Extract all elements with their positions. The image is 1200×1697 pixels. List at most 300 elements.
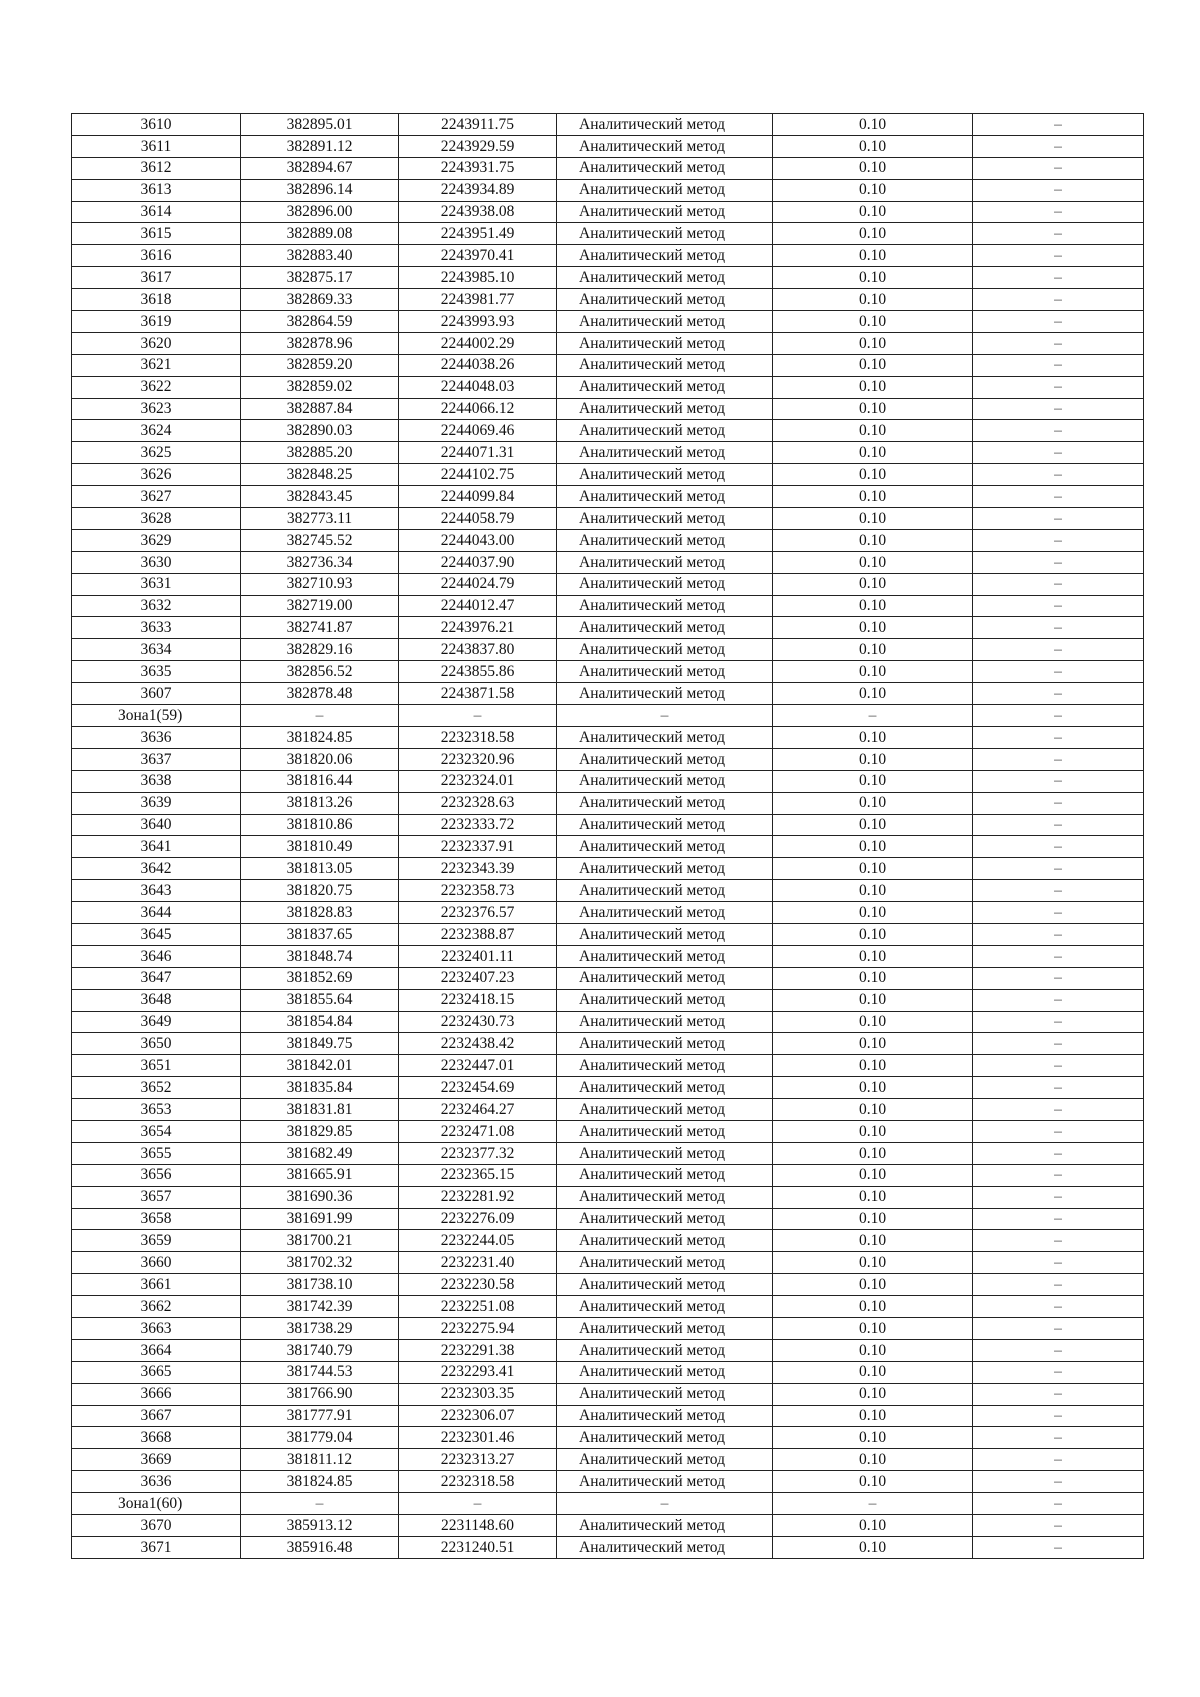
x-coordinate-cell: 381777.91 bbox=[241, 1405, 399, 1427]
table-row bbox=[72, 1405, 1144, 1427]
point-number-cell: 3671 bbox=[72, 1536, 241, 1558]
y-coordinate-cell: 2231240.51 bbox=[399, 1536, 557, 1558]
y-coordinate-cell: 2232365.15 bbox=[399, 1164, 557, 1186]
point-number-cell: 3607 bbox=[72, 683, 241, 705]
accuracy-cell: 0.10 bbox=[773, 573, 973, 595]
x-coordinate-cell: 382875.17 bbox=[241, 267, 399, 289]
point-number-cell: 3669 bbox=[72, 1449, 241, 1471]
method-cell: Аналитический метод bbox=[557, 989, 773, 1011]
x-coordinate-cell: 381810.49 bbox=[241, 836, 399, 858]
method-cell: Аналитический метод bbox=[557, 1120, 773, 1142]
x-coordinate-cell: 381700.21 bbox=[241, 1230, 399, 1252]
accuracy-cell: 0.10 bbox=[773, 1164, 973, 1186]
table-row bbox=[72, 157, 1144, 179]
x-coordinate-cell: 381702.32 bbox=[241, 1252, 399, 1274]
table-row bbox=[72, 858, 1144, 880]
table-row bbox=[72, 245, 1144, 267]
accuracy-cell: 0.10 bbox=[773, 223, 973, 245]
accuracy-cell: 0.10 bbox=[773, 464, 973, 486]
note-cell: – bbox=[973, 376, 1144, 398]
zone-dash-cell: – bbox=[557, 1493, 773, 1515]
point-number-cell: 3623 bbox=[72, 398, 241, 420]
x-coordinate-cell: 381820.75 bbox=[241, 880, 399, 902]
x-coordinate-cell: 382896.00 bbox=[241, 201, 399, 223]
table-row bbox=[72, 114, 1144, 136]
note-cell: – bbox=[973, 1449, 1144, 1471]
x-coordinate-cell: 382773.11 bbox=[241, 508, 399, 530]
note-cell: – bbox=[973, 1011, 1144, 1033]
method-cell: Аналитический метод bbox=[557, 179, 773, 201]
table-row bbox=[72, 1120, 1144, 1142]
accuracy-cell: 0.10 bbox=[773, 1536, 973, 1558]
y-coordinate-cell: 2232471.08 bbox=[399, 1120, 557, 1142]
note-cell: – bbox=[973, 945, 1144, 967]
zone-label: Зона1(60) bbox=[72, 1493, 241, 1515]
x-coordinate-cell: 382719.00 bbox=[241, 595, 399, 617]
point-number-cell: 3615 bbox=[72, 223, 241, 245]
y-coordinate-cell: 2232276.09 bbox=[399, 1208, 557, 1230]
table-row bbox=[72, 135, 1144, 157]
point-number-cell: 3666 bbox=[72, 1383, 241, 1405]
accuracy-cell: 0.10 bbox=[773, 1011, 973, 1033]
point-number-cell: 3656 bbox=[72, 1164, 241, 1186]
table-row bbox=[72, 223, 1144, 245]
zone-dash-cell: – bbox=[973, 1493, 1144, 1515]
method-cell: Аналитический метод bbox=[557, 508, 773, 530]
x-coordinate-cell: 381816.44 bbox=[241, 770, 399, 792]
table-row bbox=[72, 1230, 1144, 1252]
note-cell: – bbox=[973, 201, 1144, 223]
table-row bbox=[72, 880, 1144, 902]
method-cell: Аналитический метод bbox=[557, 902, 773, 924]
y-coordinate-cell: 2232313.27 bbox=[399, 1449, 557, 1471]
method-cell: Аналитический метод bbox=[557, 748, 773, 770]
accuracy-cell: 0.10 bbox=[773, 354, 973, 376]
x-coordinate-cell: 381811.12 bbox=[241, 1449, 399, 1471]
method-cell: Аналитический метод bbox=[557, 880, 773, 902]
point-number-cell: 3661 bbox=[72, 1274, 241, 1296]
note-cell: – bbox=[973, 617, 1144, 639]
note-cell: – bbox=[973, 770, 1144, 792]
note-cell: – bbox=[973, 1252, 1144, 1274]
note-cell: – bbox=[973, 223, 1144, 245]
y-coordinate-cell: 2232303.35 bbox=[399, 1383, 557, 1405]
y-coordinate-cell: 2232324.01 bbox=[399, 770, 557, 792]
accuracy-cell: 0.10 bbox=[773, 880, 973, 902]
table-row bbox=[72, 683, 1144, 705]
x-coordinate-cell: 382843.45 bbox=[241, 486, 399, 508]
accuracy-cell: 0.10 bbox=[773, 1449, 973, 1471]
accuracy-cell: 0.10 bbox=[773, 945, 973, 967]
y-coordinate-cell: 2243931.75 bbox=[399, 157, 557, 179]
accuracy-cell: 0.10 bbox=[773, 748, 973, 770]
table-row bbox=[72, 1317, 1144, 1339]
table-row bbox=[72, 595, 1144, 617]
note-cell: – bbox=[973, 1142, 1144, 1164]
table-row bbox=[72, 1164, 1144, 1186]
x-coordinate-cell: 381855.64 bbox=[241, 989, 399, 1011]
point-number-cell: 3635 bbox=[72, 661, 241, 683]
method-cell: Аналитический метод bbox=[557, 1055, 773, 1077]
method-cell: Аналитический метод bbox=[557, 332, 773, 354]
table-row bbox=[72, 332, 1144, 354]
x-coordinate-cell: 382895.01 bbox=[241, 114, 399, 136]
method-cell: Аналитический метод bbox=[557, 1142, 773, 1164]
accuracy-cell: 0.10 bbox=[773, 1471, 973, 1493]
table-row bbox=[72, 289, 1144, 311]
y-coordinate-cell: 2232333.72 bbox=[399, 814, 557, 836]
point-number-cell: 3644 bbox=[72, 902, 241, 924]
y-coordinate-cell: 2244024.79 bbox=[399, 573, 557, 595]
zone-dash-cell: – bbox=[773, 705, 973, 727]
method-cell: Аналитический метод bbox=[557, 289, 773, 311]
method-cell: Аналитический метод bbox=[557, 267, 773, 289]
point-number-cell: 3617 bbox=[72, 267, 241, 289]
note-cell: – bbox=[973, 1164, 1144, 1186]
accuracy-cell: 0.10 bbox=[773, 245, 973, 267]
point-number-cell: 3647 bbox=[72, 967, 241, 989]
x-coordinate-cell: 382741.87 bbox=[241, 617, 399, 639]
method-cell: Аналитический метод bbox=[557, 1405, 773, 1427]
accuracy-cell: 0.10 bbox=[773, 135, 973, 157]
x-coordinate-cell: 381837.65 bbox=[241, 923, 399, 945]
x-coordinate-cell: 381835.84 bbox=[241, 1077, 399, 1099]
method-cell: Аналитический метод bbox=[557, 529, 773, 551]
table-row bbox=[72, 1077, 1144, 1099]
y-coordinate-cell: 2232376.57 bbox=[399, 902, 557, 924]
note-cell: – bbox=[973, 114, 1144, 136]
point-number-cell: 3646 bbox=[72, 945, 241, 967]
method-cell: Аналитический метод bbox=[557, 1274, 773, 1296]
x-coordinate-cell: 381744.53 bbox=[241, 1361, 399, 1383]
note-cell: – bbox=[973, 1361, 1144, 1383]
point-number-cell: 3619 bbox=[72, 311, 241, 333]
table-row bbox=[72, 1536, 1144, 1558]
point-number-cell: 3659 bbox=[72, 1230, 241, 1252]
table-row bbox=[72, 179, 1144, 201]
method-cell: Аналитический метод bbox=[557, 726, 773, 748]
x-coordinate-cell: 382859.02 bbox=[241, 376, 399, 398]
y-coordinate-cell: 2243993.93 bbox=[399, 311, 557, 333]
table-row bbox=[72, 726, 1144, 748]
method-cell: Аналитический метод bbox=[557, 661, 773, 683]
x-coordinate-cell: 382745.52 bbox=[241, 529, 399, 551]
point-number-cell: 3631 bbox=[72, 573, 241, 595]
method-cell: Аналитический метод bbox=[557, 486, 773, 508]
note-cell: – bbox=[973, 880, 1144, 902]
method-cell: Аналитический метод bbox=[557, 1252, 773, 1274]
note-cell: – bbox=[973, 1405, 1144, 1427]
note-cell: – bbox=[973, 1427, 1144, 1449]
accuracy-cell: 0.10 bbox=[773, 836, 973, 858]
x-coordinate-cell: 381682.49 bbox=[241, 1142, 399, 1164]
point-number-cell: 3648 bbox=[72, 989, 241, 1011]
point-number-cell: 3655 bbox=[72, 1142, 241, 1164]
coordinates-table bbox=[71, 113, 1144, 1559]
point-number-cell: 3662 bbox=[72, 1296, 241, 1318]
table-row bbox=[72, 551, 1144, 573]
y-coordinate-cell: 2243970.41 bbox=[399, 245, 557, 267]
note-cell: – bbox=[973, 332, 1144, 354]
x-coordinate-cell: 381665.91 bbox=[241, 1164, 399, 1186]
accuracy-cell: 0.10 bbox=[773, 683, 973, 705]
y-coordinate-cell: 2244099.84 bbox=[399, 486, 557, 508]
y-coordinate-cell: 2232407.23 bbox=[399, 967, 557, 989]
y-coordinate-cell: 2232464.27 bbox=[399, 1099, 557, 1121]
table-row bbox=[72, 748, 1144, 770]
table-row bbox=[72, 1449, 1144, 1471]
note-cell: – bbox=[973, 967, 1144, 989]
y-coordinate-cell: 2243976.21 bbox=[399, 617, 557, 639]
y-coordinate-cell: 2232454.69 bbox=[399, 1077, 557, 1099]
x-coordinate-cell: 381849.75 bbox=[241, 1033, 399, 1055]
point-number-cell: 3630 bbox=[72, 551, 241, 573]
x-coordinate-cell: 382885.20 bbox=[241, 442, 399, 464]
accuracy-cell: 0.10 bbox=[773, 923, 973, 945]
point-number-cell: 3616 bbox=[72, 245, 241, 267]
y-coordinate-cell: 2232301.46 bbox=[399, 1427, 557, 1449]
x-coordinate-cell: 382883.40 bbox=[241, 245, 399, 267]
point-number-cell: 3643 bbox=[72, 880, 241, 902]
point-number-cell: 3620 bbox=[72, 332, 241, 354]
y-coordinate-cell: 2243911.75 bbox=[399, 114, 557, 136]
x-coordinate-cell: 381831.81 bbox=[241, 1099, 399, 1121]
table-row bbox=[72, 836, 1144, 858]
point-number-cell: 3667 bbox=[72, 1405, 241, 1427]
note-cell: – bbox=[973, 551, 1144, 573]
note-cell: – bbox=[973, 420, 1144, 442]
table-row bbox=[72, 508, 1144, 530]
accuracy-cell: 0.10 bbox=[773, 1077, 973, 1099]
x-coordinate-cell: 382848.25 bbox=[241, 464, 399, 486]
method-cell: Аналитический метод bbox=[557, 398, 773, 420]
method-cell: Аналитический метод bbox=[557, 1536, 773, 1558]
table-row bbox=[72, 529, 1144, 551]
accuracy-cell: 0.10 bbox=[773, 114, 973, 136]
y-coordinate-cell: 2244058.79 bbox=[399, 508, 557, 530]
table-row bbox=[72, 1055, 1144, 1077]
point-number-cell: 3651 bbox=[72, 1055, 241, 1077]
method-cell: Аналитический метод bbox=[557, 1296, 773, 1318]
accuracy-cell: 0.10 bbox=[773, 376, 973, 398]
x-coordinate-cell: 381820.06 bbox=[241, 748, 399, 770]
method-cell: Аналитический метод bbox=[557, 1011, 773, 1033]
note-cell: – bbox=[973, 1208, 1144, 1230]
accuracy-cell: 0.10 bbox=[773, 967, 973, 989]
y-coordinate-cell: 2232251.08 bbox=[399, 1296, 557, 1318]
table-row bbox=[72, 792, 1144, 814]
x-coordinate-cell: 381779.04 bbox=[241, 1427, 399, 1449]
table-row bbox=[72, 267, 1144, 289]
table-row bbox=[72, 770, 1144, 792]
accuracy-cell: 0.10 bbox=[773, 551, 973, 573]
point-number-cell: 3670 bbox=[72, 1515, 241, 1537]
method-cell: Аналитический метод bbox=[557, 1033, 773, 1055]
y-coordinate-cell: 2244037.90 bbox=[399, 551, 557, 573]
method-cell: Аналитический метод bbox=[557, 1317, 773, 1339]
method-cell: Аналитический метод bbox=[557, 354, 773, 376]
method-cell: Аналитический метод bbox=[557, 1383, 773, 1405]
y-coordinate-cell: 2232388.87 bbox=[399, 923, 557, 945]
note-cell: – bbox=[973, 508, 1144, 530]
method-cell: Аналитический метод bbox=[557, 201, 773, 223]
table-row bbox=[72, 1099, 1144, 1121]
method-cell: Аналитический метод bbox=[557, 967, 773, 989]
y-coordinate-cell: 2232328.63 bbox=[399, 792, 557, 814]
y-coordinate-cell: 2232230.58 bbox=[399, 1274, 557, 1296]
point-number-cell: 3657 bbox=[72, 1186, 241, 1208]
note-cell: – bbox=[973, 289, 1144, 311]
x-coordinate-cell: 382878.48 bbox=[241, 683, 399, 705]
table-row bbox=[72, 311, 1144, 333]
method-cell: Аналитический метод bbox=[557, 311, 773, 333]
x-coordinate-cell: 385916.48 bbox=[241, 1536, 399, 1558]
point-number-cell: 3665 bbox=[72, 1361, 241, 1383]
accuracy-cell: 0.10 bbox=[773, 792, 973, 814]
table-row bbox=[72, 420, 1144, 442]
method-cell: Аналитический метод bbox=[557, 858, 773, 880]
method-cell: Аналитический метод bbox=[557, 573, 773, 595]
note-cell: – bbox=[973, 858, 1144, 880]
accuracy-cell: 0.10 bbox=[773, 1317, 973, 1339]
y-coordinate-cell: 2232447.01 bbox=[399, 1055, 557, 1077]
note-cell: – bbox=[973, 1383, 1144, 1405]
method-cell: Аналитический метод bbox=[557, 114, 773, 136]
x-coordinate-cell: 381810.86 bbox=[241, 814, 399, 836]
accuracy-cell: 0.10 bbox=[773, 639, 973, 661]
point-number-cell: 3664 bbox=[72, 1339, 241, 1361]
table-row bbox=[72, 1252, 1144, 1274]
note-cell: – bbox=[973, 442, 1144, 464]
accuracy-cell: 0.10 bbox=[773, 1405, 973, 1427]
x-coordinate-cell: 382736.34 bbox=[241, 551, 399, 573]
method-cell: Аналитический метод bbox=[557, 1471, 773, 1493]
method-cell: Аналитический метод bbox=[557, 945, 773, 967]
table-row bbox=[72, 486, 1144, 508]
accuracy-cell: 0.10 bbox=[773, 1230, 973, 1252]
x-coordinate-cell: 382878.96 bbox=[241, 332, 399, 354]
y-coordinate-cell: 2243871.58 bbox=[399, 683, 557, 705]
accuracy-cell: 0.10 bbox=[773, 529, 973, 551]
point-number-cell: 3634 bbox=[72, 639, 241, 661]
method-cell: Аналитический метод bbox=[557, 420, 773, 442]
x-coordinate-cell: 382887.84 bbox=[241, 398, 399, 420]
accuracy-cell: 0.10 bbox=[773, 311, 973, 333]
note-cell: – bbox=[973, 683, 1144, 705]
point-number-cell: 3628 bbox=[72, 508, 241, 530]
note-cell: – bbox=[973, 1274, 1144, 1296]
point-number-cell: 3654 bbox=[72, 1120, 241, 1142]
x-coordinate-cell: 381854.84 bbox=[241, 1011, 399, 1033]
accuracy-cell: 0.10 bbox=[773, 1186, 973, 1208]
table-row bbox=[72, 661, 1144, 683]
note-cell: – bbox=[973, 573, 1144, 595]
x-coordinate-cell: 381848.74 bbox=[241, 945, 399, 967]
accuracy-cell: 0.10 bbox=[773, 1515, 973, 1537]
accuracy-cell: 0.10 bbox=[773, 179, 973, 201]
zone-dash-cell: – bbox=[973, 705, 1144, 727]
point-number-cell: 3663 bbox=[72, 1317, 241, 1339]
table-row bbox=[72, 1033, 1144, 1055]
y-coordinate-cell: 2243985.10 bbox=[399, 267, 557, 289]
accuracy-cell: 0.10 bbox=[773, 1339, 973, 1361]
accuracy-cell: 0.10 bbox=[773, 770, 973, 792]
accuracy-cell: 0.10 bbox=[773, 1120, 973, 1142]
method-cell: Аналитический метод bbox=[557, 1230, 773, 1252]
table-row bbox=[72, 1011, 1144, 1033]
x-coordinate-cell: 382890.03 bbox=[241, 420, 399, 442]
method-cell: Аналитический метод bbox=[557, 223, 773, 245]
method-cell: Аналитический метод bbox=[557, 442, 773, 464]
x-coordinate-cell: 381824.85 bbox=[241, 726, 399, 748]
y-coordinate-cell: 2232430.73 bbox=[399, 1011, 557, 1033]
point-number-cell: 3639 bbox=[72, 792, 241, 814]
accuracy-cell: 0.10 bbox=[773, 442, 973, 464]
method-cell: Аналитический метод bbox=[557, 464, 773, 486]
x-coordinate-cell: 381690.36 bbox=[241, 1186, 399, 1208]
note-cell: – bbox=[973, 1317, 1144, 1339]
x-coordinate-cell: 381740.79 bbox=[241, 1339, 399, 1361]
point-number-cell: 3641 bbox=[72, 836, 241, 858]
y-coordinate-cell: 2244002.29 bbox=[399, 332, 557, 354]
note-cell: – bbox=[973, 464, 1144, 486]
point-number-cell: 3637 bbox=[72, 748, 241, 770]
note-cell: – bbox=[973, 311, 1144, 333]
table-row bbox=[72, 617, 1144, 639]
table-row bbox=[72, 1296, 1144, 1318]
note-cell: – bbox=[973, 792, 1144, 814]
table-row bbox=[72, 1339, 1144, 1361]
method-cell: Аналитический метод bbox=[557, 1208, 773, 1230]
point-number-cell: 3627 bbox=[72, 486, 241, 508]
x-coordinate-cell: 381691.99 bbox=[241, 1208, 399, 1230]
note-cell: – bbox=[973, 1120, 1144, 1142]
table-row bbox=[72, 1471, 1144, 1493]
note-cell: – bbox=[973, 1296, 1144, 1318]
note-cell: – bbox=[973, 398, 1144, 420]
note-cell: – bbox=[973, 135, 1144, 157]
y-coordinate-cell: 2232320.96 bbox=[399, 748, 557, 770]
y-coordinate-cell: 2244102.75 bbox=[399, 464, 557, 486]
table-row bbox=[72, 398, 1144, 420]
note-cell: – bbox=[973, 902, 1144, 924]
x-coordinate-cell: 382864.59 bbox=[241, 311, 399, 333]
method-cell: Аналитический метод bbox=[557, 683, 773, 705]
y-coordinate-cell: 2244043.00 bbox=[399, 529, 557, 551]
point-number-cell: 3614 bbox=[72, 201, 241, 223]
point-number-cell: 3645 bbox=[72, 923, 241, 945]
note-cell: – bbox=[973, 1077, 1144, 1099]
method-cell: Аналитический метод bbox=[557, 814, 773, 836]
point-number-cell: 3650 bbox=[72, 1033, 241, 1055]
note-cell: – bbox=[973, 1230, 1144, 1252]
table-row bbox=[72, 573, 1144, 595]
x-coordinate-cell: 381738.10 bbox=[241, 1274, 399, 1296]
y-coordinate-cell: 2244066.12 bbox=[399, 398, 557, 420]
table-row bbox=[72, 201, 1144, 223]
note-cell: – bbox=[973, 1471, 1144, 1493]
table-row bbox=[72, 1361, 1144, 1383]
table-row bbox=[72, 1383, 1144, 1405]
method-cell: Аналитический метод bbox=[557, 157, 773, 179]
accuracy-cell: 0.10 bbox=[773, 661, 973, 683]
accuracy-cell: 0.10 bbox=[773, 420, 973, 442]
x-coordinate-cell: 382889.08 bbox=[241, 223, 399, 245]
method-cell: Аналитический метод bbox=[557, 1339, 773, 1361]
y-coordinate-cell: 2232318.58 bbox=[399, 726, 557, 748]
x-coordinate-cell: 381852.69 bbox=[241, 967, 399, 989]
accuracy-cell: 0.10 bbox=[773, 1208, 973, 1230]
